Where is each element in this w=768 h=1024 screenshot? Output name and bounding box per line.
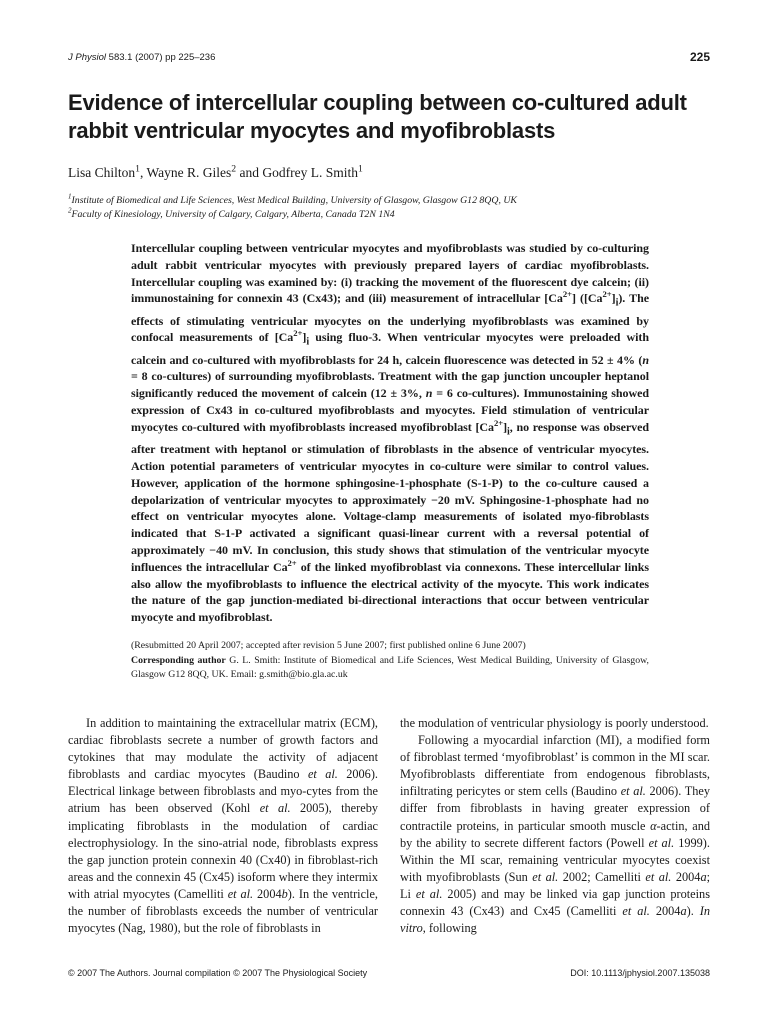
subscript: i — [615, 297, 619, 309]
author-affiliation-mark: 2 — [231, 163, 237, 175]
abstract-text: ). The effects of stimulating ventricular myocytes on the underlying myofibroblasts was examined by confocal measurements of [Ca — [131, 291, 649, 345]
subscript: i — [306, 336, 310, 348]
body-text: 1999). Within the MI scar, remaining ventricular myocytes coexist with myofibroblasts (Sun — [400, 835, 710, 884]
journal-reference — [68, 52, 215, 63]
body-paragraph — [400, 715, 710, 732]
article-title: Evidence of intercellular coupling between co-cultured adult rabbit ventricular myocytes and myofibroblasts — [68, 90, 687, 143]
abstract-text: = 8 co-cultures) of surrounding myofibroblasts. Treatment with the gap junction uncoupler heptanol significantly reduced the movement of calcein (12 ± 3%, — [131, 369, 649, 401]
article-history: (Resubmitted 20 April 2007; accepted after revision 5 June 2007; first published online 6 June 2007) — [131, 640, 526, 651]
italic-text: et al. — [532, 869, 559, 884]
superscript: 2+ — [562, 289, 572, 300]
italic-text: et al. — [307, 767, 338, 782]
body-text: , following — [422, 921, 477, 936]
affiliation-line — [68, 194, 517, 208]
body-paragraph — [68, 715, 378, 937]
italic-text: et al. — [645, 869, 672, 884]
page-number: 225 — [689, 50, 710, 64]
abstract-text: ] — [302, 330, 307, 345]
abstract-text: ] ([Ca — [571, 291, 603, 306]
abstract-text: = 6 co-cultures). Immunostaining showed expression of Cx43 in co-cultured myofibroblasts and myocytes. Field stimulation of ventricular myocytes co-cultured with myofibroblasts increased myofibroblast [Ca — [131, 386, 649, 434]
affiliation-line — [68, 208, 517, 222]
superscript: 2+ — [602, 289, 612, 300]
body-column-right — [400, 715, 710, 937]
italic-text: et al. — [227, 886, 254, 901]
italic-text: b — [281, 886, 288, 901]
italic-text: et al. — [648, 835, 675, 850]
author-name: Godfrey L. Smith — [262, 165, 359, 180]
abstract-text: ] — [611, 291, 616, 306]
body-text: ; Li — [400, 869, 711, 901]
italic-text: In vitro — [400, 904, 710, 936]
body-text: the modulation of ventricular physiology is poorly understood. — [400, 716, 709, 730]
italic-text: α — [650, 818, 657, 833]
author-affiliation-mark: 1 — [135, 163, 140, 175]
affiliations — [68, 194, 517, 222]
subscript: i — [507, 426, 510, 438]
affiliation-text: Institute of Biomedical and Life Sciences, West Medical Building, University of Glasgow, Glasgow G12 8QQ, UK — [71, 195, 517, 206]
body-text: 2005), thereby implicating fibroblasts in the modulation of cardiac electrophysiology. In the sino-atrial node, fibroblasts express the gap junction protein connexin 40 (Cx40) in fibroblast-rich areas and the connexin 45 (Cx45) isoform where they intermix with atrial myocytes (Camelliti — [68, 801, 378, 901]
body-text: 2006). Electrical linkage between fibroblasts and myo-cytes from the atrium has been observed (Kohl — [68, 767, 379, 816]
body-text: In addition to maintaining the extracellular matrix (ECM), cardiac fibroblasts secrete a number of growth factors and cytokines that may modulate the activity of adjacent fibroblasts and cardiac myocytes (Baudino — [68, 716, 378, 782]
body-text: 2006). They differ from fibroblasts in having greater expression of contractile proteins, in particular smooth muscle — [400, 784, 710, 833]
body-column-left — [68, 715, 378, 937]
abstract-text: using fluo-3. When ventricular myocytes were preloaded with calcein and co-cultured with myofibroblasts for 24 h, calcein fluorescence was detected in 52 ± 4% ( — [131, 330, 649, 367]
italic-text: et al. — [259, 801, 291, 816]
author-separator: and — [236, 165, 263, 180]
abstract-text: , no response was observed after treatment with heptanol or stimulation of fibroblasts in the absence of ventricular myocytes. Action potential parameters of ventricular myocytes in co-culture were similar to control values. However, application of the hormone sphingosine-1-phosphate (S-1-P) to the co-culture caused a depolarization of ventricular myocytes to approximately −20 mV. Sphingosine-1-phosphate had no effect on ventricular myocytes alone. Voltage-clamp measurements of isolated myo-fibroblasts indicated that S-1-P activated a significant quasi-linear current with a reversal potential of approximately −40 mV. In conclusion, this study shows that stimulation of the ventricular myocyte influences the intracellular Ca — [131, 419, 649, 574]
italic-text: a — [700, 869, 707, 884]
corresponding-author-text: G. L. Smith: Institute of Biomedical and Life Sciences, West Medical Building, University of Glasgow, Glasgow G12 8QQ, UK. Email: g.smith@bio.gla.ac.uk — [131, 654, 649, 680]
italic-text: et al. — [620, 784, 646, 799]
body-text: 2004 — [671, 869, 701, 884]
footer-doi: DOI: 10.1113/jphysiol.2007.135038 — [570, 968, 710, 978]
superscript: 2+ — [287, 557, 297, 568]
body-text: 2004 — [649, 904, 681, 919]
italic-n: n — [425, 386, 433, 401]
italic-text: et al. — [415, 886, 443, 901]
body-text: 2004 — [253, 886, 282, 901]
author-name: Lisa Chilton — [68, 165, 136, 180]
journal-details: 583.1 (2007) pp 225–236 — [106, 52, 216, 63]
affiliation-text: Faculty of Kinesiology, University of Calgary, Calgary, Alberta, Canada T2N 1N4 — [71, 209, 395, 220]
abstract-text: Intercellular coupling between ventricular myocytes and myofibroblasts was studied by co-culturing adult rabbit ventricular myocytes with previously prepared layers of cardiac myofibroblasts. Intercellular coupling was examined by: (i) tracking the movement of the fluorescent dye calcein; (ii) immunostaining for connexin 43 (Cx43); and (iii) measurement of intracellular [Ca — [131, 241, 649, 306]
corresponding-author — [131, 654, 649, 683]
superscript: 2+ — [293, 328, 303, 339]
body-text: Following a myocardial infarction (MI), a modified form of fibroblast termed ‘myofibroblast’ is common in the MI scar. Myofibroblasts differentiate from endogenous fibroblasts, infiltrating pericytes or stem cells (Baudino — [400, 733, 710, 799]
article-info — [131, 639, 649, 683]
body-paragraph — [400, 732, 710, 937]
body-text: 2002; Camelliti — [558, 869, 646, 884]
abstract-text: of the linked myofibroblast via connexons. These intercellular links also allow the myofibroblasts to influence the electrical activity of the myocyte. This work indicates the nature of the gap junction-mediated bi-directional interactions that occur between ventricular myocyte and myofibroblast. — [131, 559, 649, 625]
corresponding-author-label: Corresponding author — [131, 654, 226, 666]
author-name: Wayne R. Giles — [146, 165, 232, 180]
italic-n: n — [642, 352, 649, 367]
journal-name: J Physiol — [68, 52, 107, 63]
author-affiliation-mark: 1 — [358, 163, 363, 175]
body-text: ). In the ventricle, the number of fibroblasts exceeds the number of ventricular myocytes (Nag, 1980), but the role of fibroblasts in — [68, 886, 378, 936]
affiliation-number: 1 — [68, 192, 72, 201]
author-list — [68, 165, 363, 181]
affiliation-number: 2 — [68, 206, 72, 215]
abstract — [131, 240, 649, 626]
superscript: 2+ — [493, 417, 504, 428]
body-text: ). — [686, 904, 700, 919]
italic-text: et al. — [622, 904, 650, 919]
footer-copyright: © 2007 The Authors. Journal compilation © 2007 The Physiological Society — [68, 968, 368, 978]
abstract-text: ] — [503, 419, 508, 434]
body-text: 2005) and may be linked via gap junction proteins connexin 43 (Cx43) and Cx45 (Camelliti — [400, 886, 710, 919]
italic-text: a — [680, 904, 687, 919]
author-separator: , — [139, 165, 147, 180]
body-text: -actin, and by the ability to secrete different factors (Powell — [400, 818, 710, 850]
